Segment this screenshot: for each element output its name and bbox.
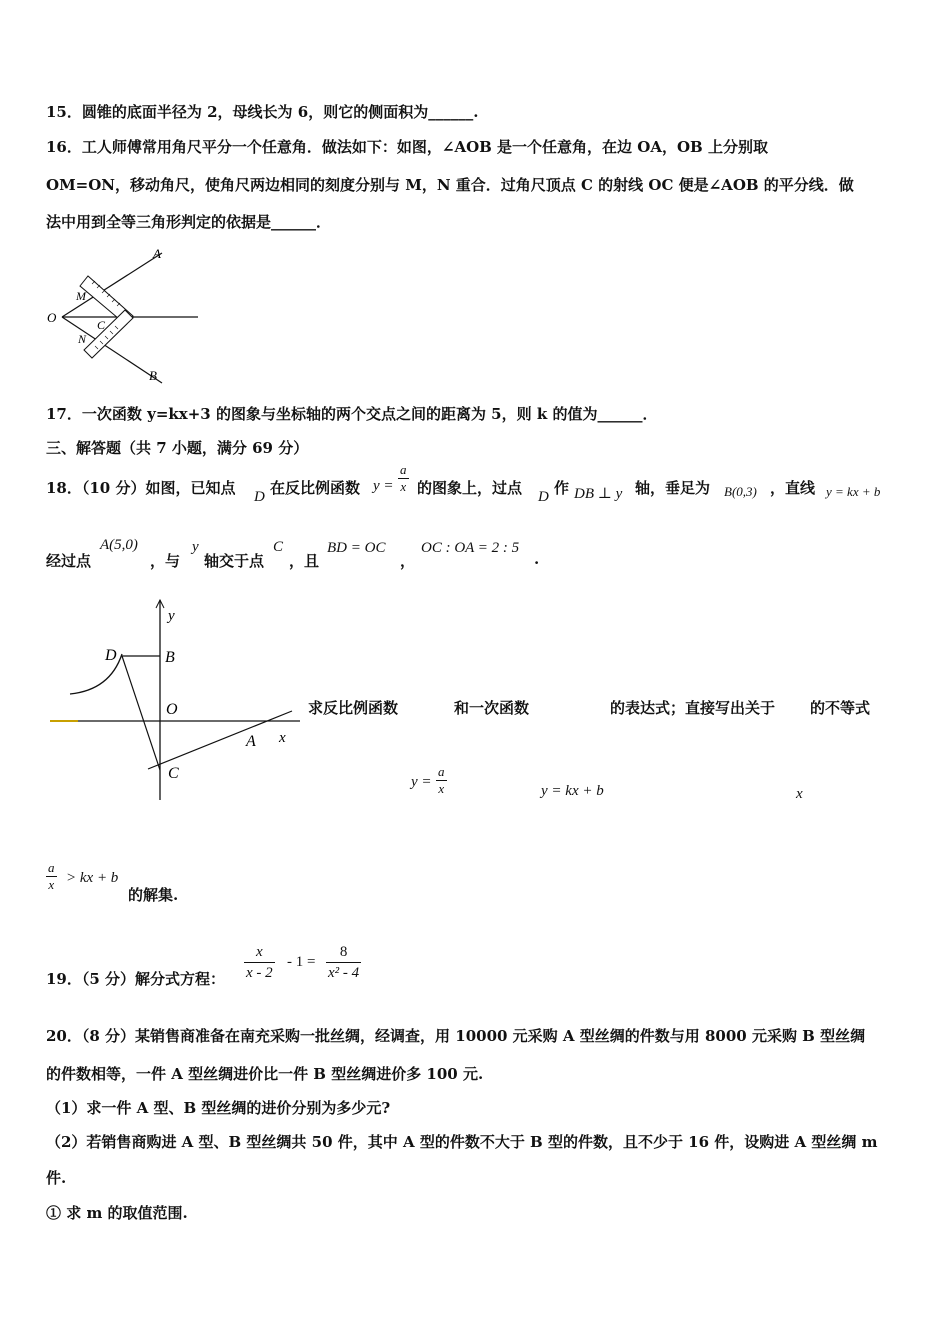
q18-point-D: D xyxy=(254,489,265,505)
q18-cond1: BD = OC xyxy=(327,540,386,556)
fig18-label-O: O xyxy=(166,701,178,718)
fig18-label-x: x xyxy=(279,730,286,746)
q18-y-eq: y = xyxy=(373,478,394,494)
fig16-label-C: C xyxy=(97,318,106,332)
q18-perp: DB ⊥ y xyxy=(574,486,623,502)
frac-den: x² - 4 xyxy=(328,965,360,981)
q18-ans-fraction xyxy=(436,764,447,797)
q18-ask4: 的不等式 xyxy=(810,699,871,717)
frac-den: x xyxy=(48,877,55,892)
q18-cond2: OC : OA = 2 : 5 xyxy=(421,540,520,556)
q17-text: 17．一次函数 y=kx+3 的图象与坐标轴的两个交点之间的距离为 5，则 k 的值为______． xyxy=(46,405,658,423)
q18-line-eq: y = kx + b xyxy=(826,484,881,499)
fig18-label-C: C xyxy=(168,765,179,782)
angle-ruler-figure xyxy=(40,240,210,388)
section-title: 三、解答题（共 7 小题，满分 69 分） xyxy=(46,439,309,457)
q18-text5: 轴，垂足为 xyxy=(635,479,711,497)
q18-point-D2: D xyxy=(538,489,549,505)
frac-num: a xyxy=(438,764,445,779)
q20-line4: （2）若销售商购进 A 型、B 型丝绸共 50 件，其中 A 型的件数不大于 B 型的件数，且不少于 16 件，设购进 A 型丝绸 m xyxy=(46,1133,878,1151)
frac-num: a xyxy=(48,860,55,875)
q18-text3: 的图象上，过点 xyxy=(417,479,523,497)
fig16-label-O: O xyxy=(47,310,57,325)
q18-ask1: 求反比例函数 xyxy=(308,699,399,717)
fig16-label-B: B xyxy=(149,368,157,383)
frac-den: x xyxy=(400,479,407,494)
q18-fraction-a-over-x xyxy=(398,462,409,495)
q20-line6: ① 求 m 的取值范围. xyxy=(46,1204,188,1222)
q18-ans-x: x xyxy=(796,786,803,802)
frac-num: a xyxy=(400,462,407,477)
q18-text9: 轴交于点 xyxy=(204,552,265,570)
q18-ask3: 的表达式；直接写出关于 xyxy=(610,699,776,717)
q19-fraction1 xyxy=(244,942,275,983)
frac-num: x xyxy=(244,942,275,963)
fig18-label-B: B xyxy=(165,649,175,666)
frac-num: 8 xyxy=(326,942,361,963)
q18-text7: 经过点 xyxy=(46,552,92,570)
q18-point-C: C xyxy=(273,539,284,555)
q20-line1: 20．（8 分）某销售商准备在南充采购一批丝绸，经调查，用 10000 元采购 A 型丝绸的件数与用 8000 元采购 B 型丝绸 xyxy=(46,1027,866,1045)
q16-line1: 16．工人师傅常用角尺平分一个任意角．做法如下：如图，∠AOB 是一个任意角，在边 OA，OB 上分别取 xyxy=(46,138,768,156)
frac-den: x xyxy=(438,781,445,796)
q18-text4: 作 xyxy=(554,479,570,497)
q19-intro: 19．（5 分）解分式方程： xyxy=(46,970,226,988)
coordinate-figure xyxy=(50,598,310,803)
q20-line5: 件. xyxy=(46,1169,67,1187)
q18-intro: 18．（10 分）如图，已知点 xyxy=(46,479,236,497)
q18-text6: ，直线 xyxy=(770,479,816,497)
q18-ineq-fraction xyxy=(46,860,57,893)
q18-point-A: A(5,0) xyxy=(100,537,138,553)
q18-ans-line-eq: y = kx + b xyxy=(541,783,604,799)
q15-text: 15．圆锥的底面半径为 2，母线长为 6，则它的侧面积为______. xyxy=(46,103,479,121)
fig16-label-M: M xyxy=(76,289,86,303)
fig16-label-A: A xyxy=(153,246,161,261)
frac-den: x - 2 xyxy=(246,965,273,981)
q18-ineq-rhs: > kx + b xyxy=(66,870,119,886)
q18-ans-y-eq: y = xyxy=(411,774,432,790)
fig18-label-y: y xyxy=(168,608,175,624)
q19-fraction2 xyxy=(326,942,361,983)
q18-text2: 在反比例函数 xyxy=(270,479,361,497)
q16-line3: 法中用到全等三角形判定的依据是______． xyxy=(46,213,332,231)
q18-text8: ，与 xyxy=(150,552,181,570)
q20-line3: （1）求一件 A 型、B 型丝绸的进价分别为多少元? xyxy=(46,1099,391,1117)
q18-text10: ，且 xyxy=(289,552,320,570)
q18-text11: ， xyxy=(400,552,416,570)
q20-line2: 的件数相等，一件 A 型丝绸进价比一件 B 型丝绸进价多 100 元. xyxy=(46,1065,484,1083)
q18-ask2: 和一次函数 xyxy=(454,699,530,717)
fig18-label-A: A xyxy=(246,733,256,750)
fig16-label-N: N xyxy=(78,332,87,346)
q18-point-B: B(0,3) xyxy=(724,484,757,499)
q18-y-axis: y xyxy=(192,539,199,555)
q19-middle: - 1 = xyxy=(287,954,316,970)
q18-text12: . xyxy=(534,550,540,568)
fig18-label-D: D xyxy=(105,647,117,664)
q18-text13: 的解集. xyxy=(128,886,179,904)
q16-line2: OM=ON，移动角尺，使角尺两边相同的刻度分别与 M，N 重合．过角尺顶点 C 的射线 OC 便是∠AOB 的平分线．做 xyxy=(46,176,854,194)
